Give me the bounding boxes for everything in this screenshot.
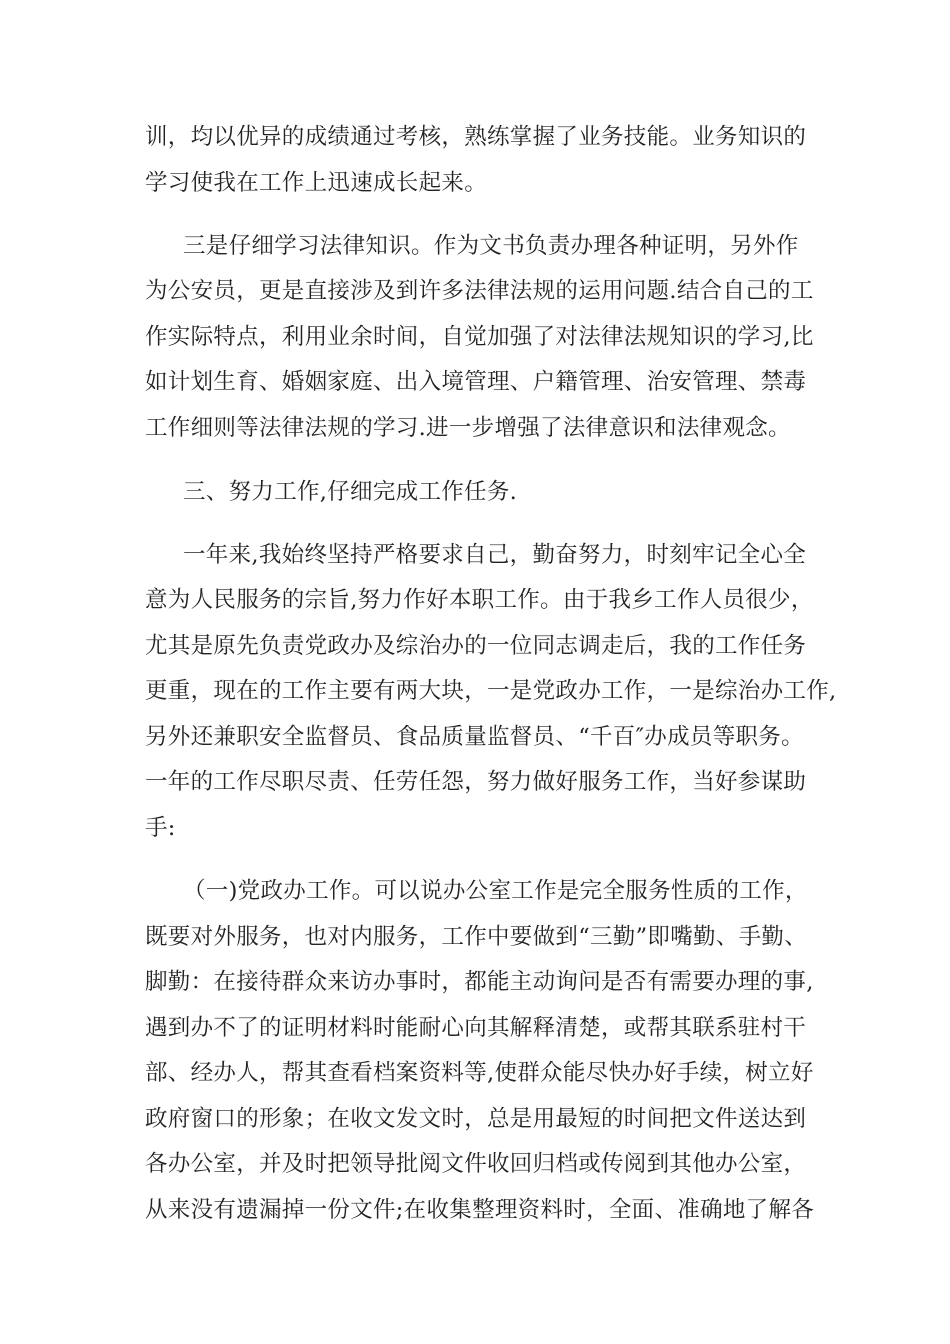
text-line: 工作细则等法律法规的学习.进一步增强了法律意识和法律观念。 (145, 415, 791, 441)
text-line: 另外还兼职安全监督员、食品质量监督员、“千百″办成员等职务。 (145, 724, 804, 750)
text-line: 一年的工作尽职尽责、任劳任怨，努力做好服务工作，当好参谋助 (145, 769, 807, 795)
text-line: 作实际特点，利用业余时间，自觉加强了对法律法规知识的学习,比 (145, 324, 814, 350)
text-line: 遇到办不了的证明材料时能耐心向其解释清楚，或帮其联系驻村干 (145, 1015, 807, 1041)
text-line: 一年来,我始终坚持严格要求自己，勤奋努力，时刻牢记全心全 (183, 542, 807, 568)
text-line: 意为人民服务的宗旨,努力作好本职工作。由于我乡工作人员很少， (145, 587, 814, 613)
text-line: 各办公室，并及时把领导批阅文件收回归档或传阅到其他办公室， (145, 1151, 807, 1177)
text-line: 训，均以优异的成绩通过考核，熟练掌握了业务技能。业务知识的 (145, 124, 807, 150)
text-line: 脚勤：在接待群众来访办事时，都能主动询问是否有需要办理的事, (145, 969, 814, 995)
text-line: 为公安员，更是直接涉及到许多法律法规的运用问题.结合自己的工 (145, 278, 814, 304)
text-line: 手: (145, 815, 176, 841)
text-line: 更重，现在的工作主要有两大块，一是党政办工作，一是综治办工作, (145, 678, 837, 704)
section-heading: 三、努力工作,仔细完成工作任务. (183, 479, 518, 505)
text-line: 尤其是原先负责党政办及综治办的一位同志调走后，我的工作任务 (145, 633, 807, 659)
text-line: 从来没有遗漏掉一份文件;在收集整理资料时，全面、准确地了解各 (145, 1197, 815, 1223)
text-line: 学习使我在工作上迅速成长起来。 (145, 170, 488, 196)
text-line: 三是仔细学习法律知识。作为文书负责办理各种证明，另外作 (183, 233, 799, 259)
text-line: 既要对外服务，也对内服务，工作中要做到“三勤”即嘴勤、手勤、 (145, 924, 808, 950)
text-line: 部、经办人，帮其查看档案资料等,使群众能尽快办好手续，树立好 (145, 1060, 814, 1086)
text-line: （一)党政办工作。可以说办公室工作是完全服务性质的工作， (183, 878, 808, 904)
text-line: 政府窗口的形象；在收文发文时，总是用最短的时间把文件送达到 (145, 1106, 807, 1132)
text-line: 如计划生育、婚姻家庭、出入境管理、户籍管理、治安管理、禁毒 (145, 369, 807, 395)
